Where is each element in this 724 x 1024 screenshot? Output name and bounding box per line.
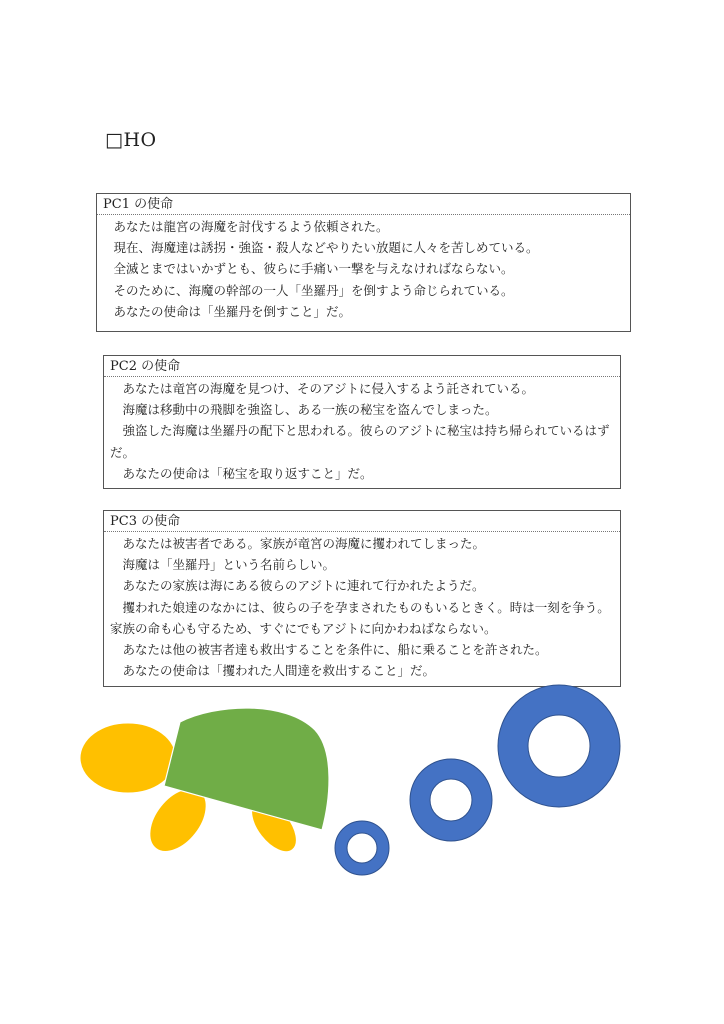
bubble-icon	[335, 821, 389, 875]
mission-line: あなたの使命は「攫われた人間達を救出すること」だ。	[122, 663, 436, 679]
page-heading: □HO	[105, 129, 157, 151]
mission-line: 強盗した海魔は坐羅丹の配下と思われる。彼らのアジトに秘宝は持ち帰られているはずだ。	[110, 423, 610, 460]
mission-line: あなたの使命は「坐羅丹を倒すこと」だ。	[113, 303, 352, 319]
mission-line: 海魔は「坐羅丹」という名前らしい。	[122, 557, 336, 573]
mission-line: あなたは竜宮の海魔を見つけ、そのアジトに侵入するよう託されている。	[122, 381, 535, 396]
bubble-icon	[498, 685, 620, 807]
mission-line: そのために、海魔の幹部の一人「坐羅丹」を倒すよう命じられている。	[113, 282, 514, 298]
mission-title: PC2 の使命	[104, 356, 620, 377]
mission-line: 現在、海魔達は誘拐・強盗・殺人などやりたい放題に人々を苦しめている。	[113, 240, 539, 256]
turtle-head	[80, 723, 176, 793]
mission-line: あなたの家族は海にある彼らのアジトに連れて行かれたようだ。	[122, 578, 485, 594]
mission-line: 海魔は移動中の飛脚を強盗し、ある一族の秘宝を盗んでしまった。	[122, 402, 498, 418]
bubbles	[335, 685, 620, 875]
mission-title: PC1 の使命	[97, 194, 630, 215]
mission-line: あなたは他の被害者達も救出することを条件に、船に乗ることを許された。	[122, 642, 548, 658]
turtle-illustration	[80, 708, 329, 862]
mission-title: PC3 の使命	[104, 511, 620, 532]
mission-line: あなたは被害者である。家族が竜宮の海魔に攫われてしまった。	[122, 536, 486, 551]
bubble-icon	[410, 759, 492, 841]
mission-line: 攫われた娘達のなかには、彼らの子を孕まされたものもいるときく。時は一刻を争う。家族の命も心も守るため、すぐにでもアジトに向かわねばならない。	[110, 599, 610, 636]
mission-line: あなたは龍宮の海魔を討伐するよう依頼された。	[113, 219, 389, 234]
mission-line: 全滅とまではいかずとも、彼らに手痛い一撃を与えなければならない。	[113, 261, 514, 277]
mission-line: あなたの使命は「秘宝を取り返すこと」だ。	[122, 465, 373, 481]
